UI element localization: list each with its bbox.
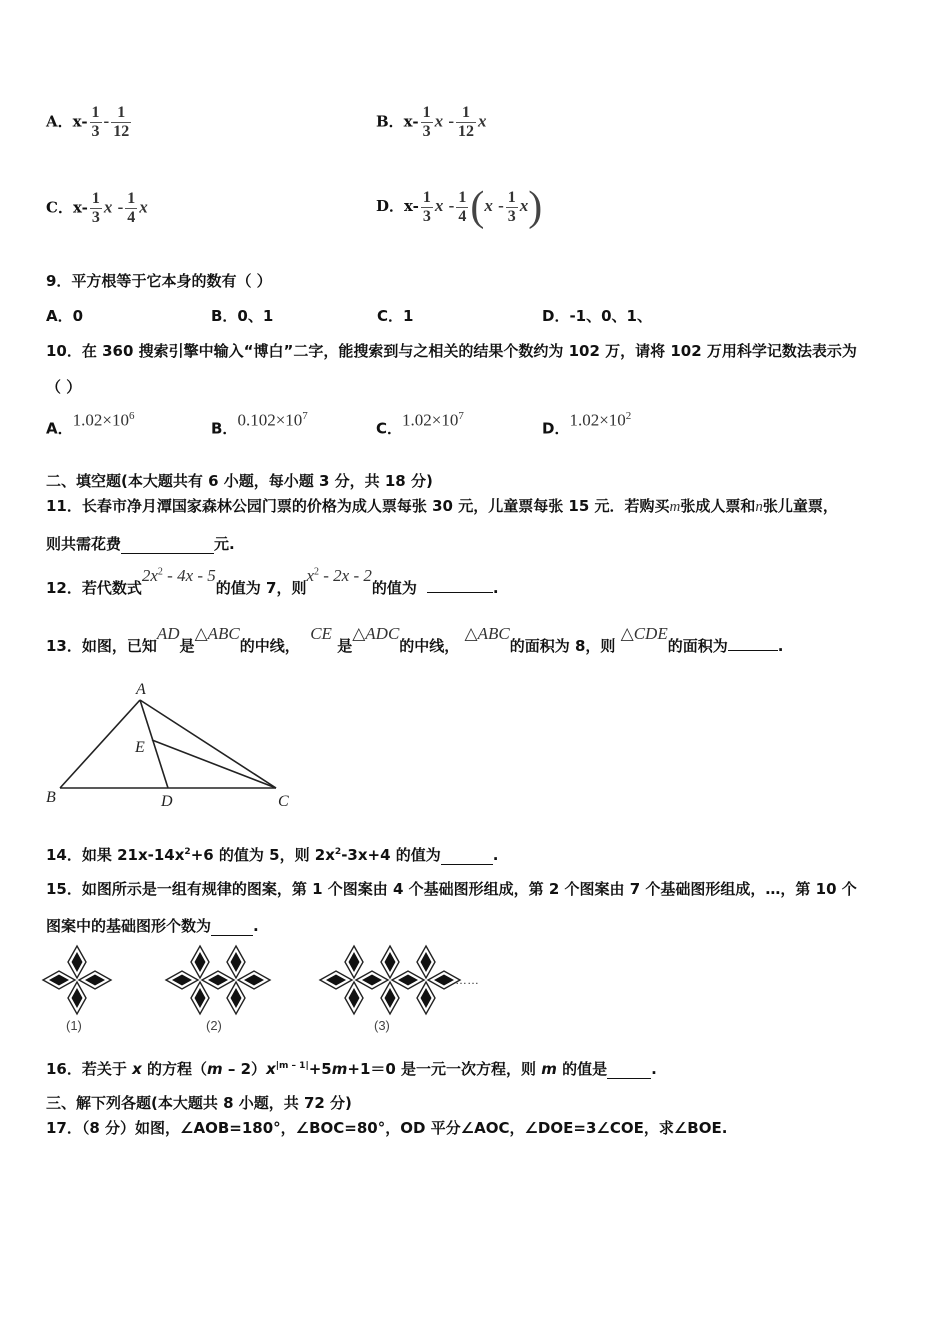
pattern-2: [166, 946, 270, 1014]
q8-option-a: A．x- $\frac{1}{3}$ - $\frac{1}{12}$: [46, 104, 130, 140]
pattern-3: [320, 946, 460, 1014]
caption-3: (3): [374, 1018, 390, 1033]
q15-answer-blank[interactable]: [211, 921, 253, 936]
q12-line: 12．若代数式$2x^2 - 4x - 5$的值为 7，则$x^2 - 2x - 2$的值为 .: [46, 566, 499, 597]
q9-option-a: A．0: [46, 307, 84, 325]
segment-ab: [60, 700, 140, 788]
q13-line: 13．如图，已知AD是△ABC的中线， CE 是△ADC的中线， △ABC的面积为 8，则 △CDE的面积为 .: [46, 624, 784, 655]
q10-option-b: B．$0.102\times 10^7$: [211, 410, 308, 438]
q10-paren: （ ）: [46, 378, 82, 396]
q12-answer-blank[interactable]: [427, 578, 493, 593]
q9-option-c: C．1: [377, 307, 414, 325]
q8-option-c: C．x- $\frac{1}{3}$ x - $\frac{1}{4}$ x: [46, 190, 148, 226]
q14-answer-blank[interactable]: [441, 850, 493, 865]
caption-1: (1): [66, 1018, 82, 1033]
pattern-1: [43, 946, 111, 1014]
q16-answer-blank[interactable]: [607, 1064, 651, 1079]
q13-answer-blank[interactable]: [728, 636, 778, 651]
section-2-heading: 二、填空题(本大题共有 6 小题，每小题 3 分，共 18 分): [46, 472, 433, 490]
q8-option-d: D．x- $\frac{1}{3}$ x - $\frac{1}{4}$ (x - $\frac{1}{3}$ x): [376, 184, 543, 230]
section-3-heading: 三、解下列各题(本大题共 8 小题，共 72 分): [46, 1094, 352, 1112]
q14-line: 14．如果 $21x-14x^2+6$ 的值为 5，则 $2x^2-3x+4$ 的值为 .: [46, 846, 499, 864]
q10-stem: 10．在 360 搜索引擎中输入“博白”二字，能搜索到与之相关的结果个数约为 102 万，请将 102 万用科学记数法表示为: [46, 342, 857, 360]
label-d: D: [161, 793, 173, 810]
label-e: E: [135, 739, 145, 756]
q11-line2: 则共需花费 元.: [46, 535, 235, 553]
q9-option-b: B．0、1: [211, 307, 274, 325]
q11-answer-blank[interactable]: [121, 539, 214, 554]
q15-pattern-figure: [40, 940, 485, 1035]
pattern-ellipsis: ……: [455, 973, 479, 987]
q17-stem: 17．（8 分）如图，∠AOB=180°，∠BOC=80°，OD 平分∠AOC，∠DOE=3∠COE，求∠BOE.: [46, 1119, 728, 1137]
q9-option-d: D．-1、0、1、: [542, 307, 652, 325]
q10-option-d: D．$1.02\times 10^2$: [542, 410, 632, 438]
q8-option-b: B．x- $\frac{1}{3}$ x - $\frac{1}{12}$ x: [376, 104, 487, 140]
q15-line1: 15．如图所示是一组有规律的图案，第 1 个图案由 4 个基础图形组成，第 2 个图案由 7 个基础图形组成，…，第 10 个: [46, 880, 857, 898]
q16-line: 16．若关于 x 的方程$(m - 2)x^{|m - 1|}+5m+1=0$ 是一元一次方程，则 m 的值是 .: [46, 1060, 657, 1078]
label-c: C: [278, 793, 289, 810]
caption-2: (2): [206, 1018, 222, 1033]
q13-triangle-figure: [40, 676, 310, 816]
q10-option-a: A．$1.02\times 10^6$: [46, 410, 135, 438]
q11-line1: 11．长春市净月潭国家森林公园门票的价格为成人票每张 30 元，儿童票每张 15 元．若购买m张成人票和n张儿童票，: [46, 497, 838, 515]
label-a: A: [136, 681, 146, 698]
q15-line2: 图案中的基础图形个数为 .: [46, 917, 259, 935]
q10-option-c: C．$1.02\times 10^7$: [376, 410, 464, 438]
label-b: B: [46, 789, 56, 806]
q9-stem: 9．平方根等于它本身的数有（ ）: [46, 272, 272, 290]
